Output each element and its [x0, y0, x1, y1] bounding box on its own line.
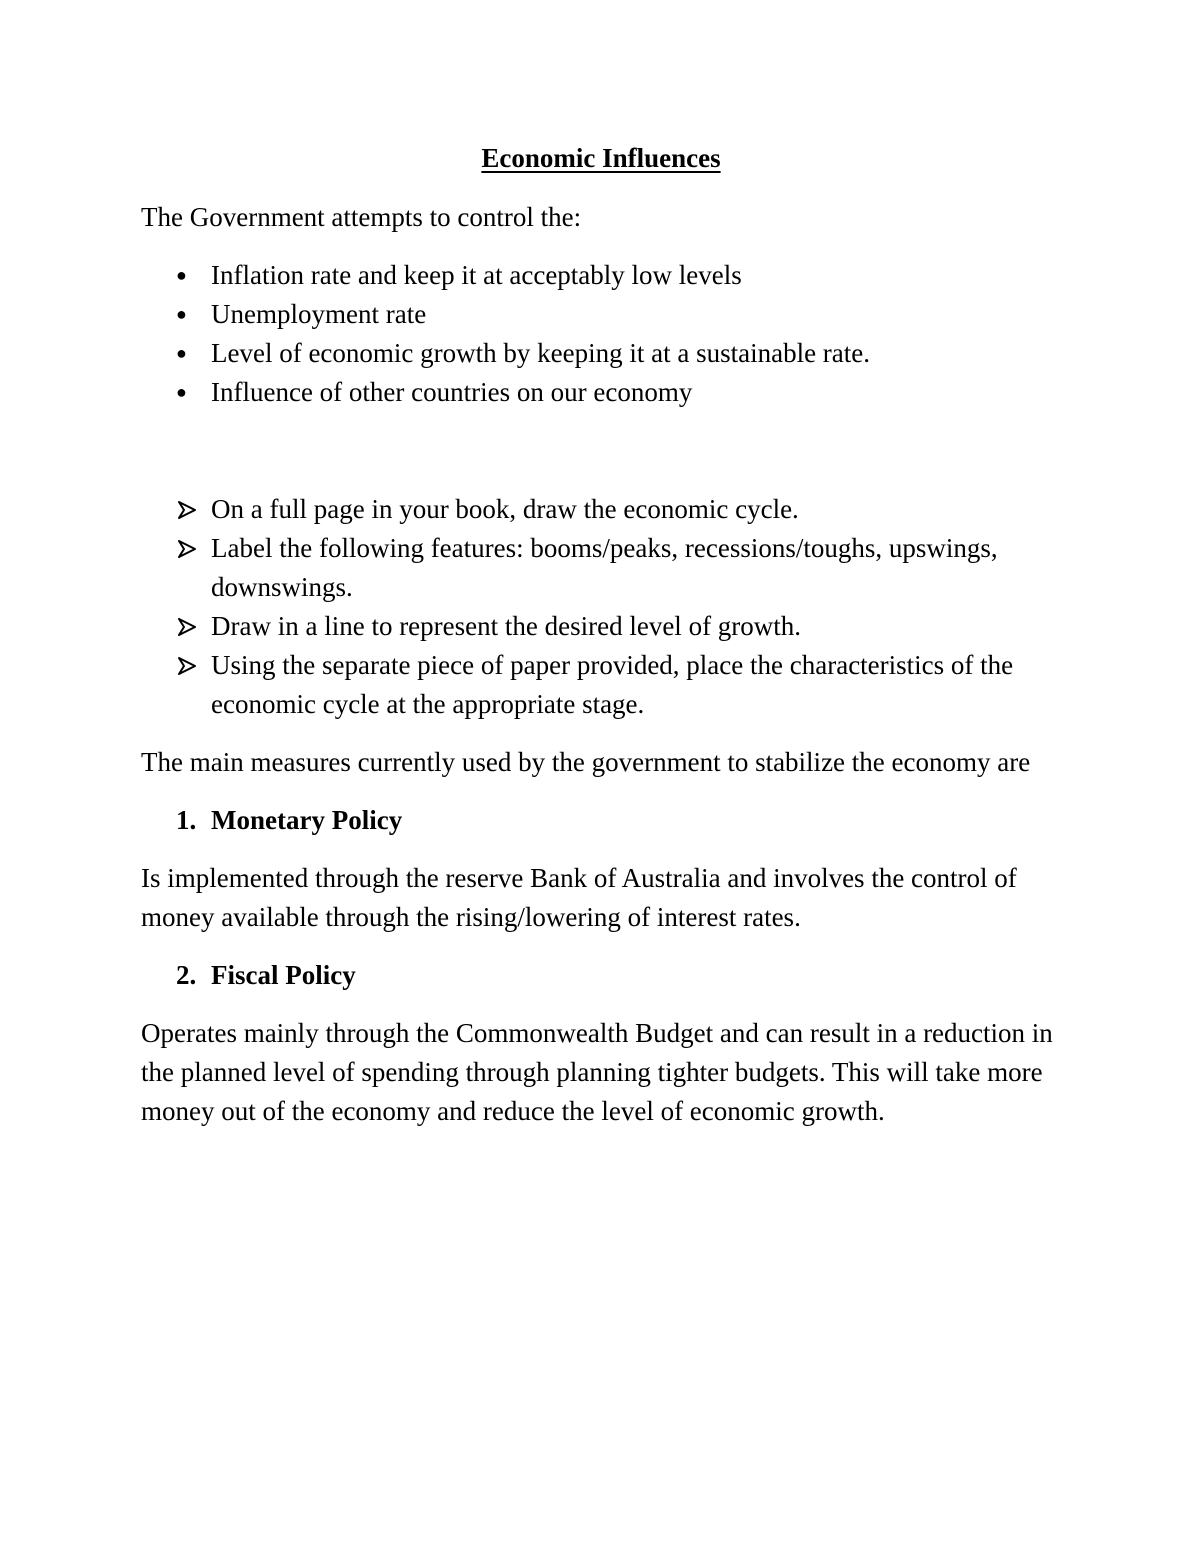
document-page [141, 139, 1061, 1150]
list-item [141, 646, 1061, 724]
fiscal-policy-description: Operates mainly through the Commonwealth Budget and can result in a reduction in the planned level of spending through planning tighter budgets. This will take more money out of the economy and reduce the level of economic growth. [141, 1018, 1053, 1126]
list-item-text: Draw in a line to represent the desired level of growth. [211, 611, 802, 641]
list-item [141, 529, 1061, 607]
list-item-text: Inflation rate and keep it at acceptably low levels [211, 260, 742, 290]
list-item-text: Influence of other countries on our economy [211, 377, 693, 407]
arrowhead-right-icon [177, 646, 197, 685]
spacer [141, 412, 1061, 490]
list-item [141, 373, 1061, 412]
bullet-icon: ● [176, 304, 187, 324]
policy-number: 2. [176, 960, 197, 990]
bullet-icon: ● [176, 343, 187, 363]
arrowhead-right-icon [177, 529, 197, 568]
fiscal-policy-heading [141, 956, 1061, 995]
document-title: Economic Influences [481, 143, 721, 173]
bullet-icon: ● [176, 382, 187, 402]
list-item [141, 607, 1061, 646]
list-item [141, 334, 1061, 373]
measures-intro-text: The main measures currently used by the government to stabilize the economy are [141, 747, 1031, 777]
intro-text: The Government attempts to control the: [141, 202, 582, 232]
task-list [141, 490, 1061, 724]
arrowhead-right-icon [177, 607, 197, 646]
list-item-text: On a full page in your book, draw the economic cycle. [211, 494, 799, 524]
list-item [141, 490, 1061, 529]
bullet-icon: ● [176, 265, 187, 285]
list-item-text: Label the following features: booms/peaks, recessions/toughs, upswings, downswings. [211, 533, 998, 602]
list-item [141, 256, 1061, 295]
policy-name: Monetary Policy [211, 805, 403, 835]
monetary-policy-description: Is implemented through the reserve Bank of Australia and involves the control of money available through the rising/lowering of interest rates. [141, 863, 1017, 932]
policy-number: 1. [176, 805, 197, 835]
list-item [141, 295, 1061, 334]
monetary-policy-heading [141, 801, 1061, 840]
arrowhead-right-icon [177, 490, 197, 529]
list-item-text: Using the separate piece of paper provided, place the characteristics of the economic cycle at the appropriate stage. [211, 650, 1014, 719]
list-item-text: Level of economic growth by keeping it at a sustainable rate. [211, 338, 871, 368]
list-item-text: Unemployment rate [211, 299, 427, 329]
control-targets-list [141, 256, 1061, 412]
policy-name: Fiscal Policy [211, 960, 356, 990]
